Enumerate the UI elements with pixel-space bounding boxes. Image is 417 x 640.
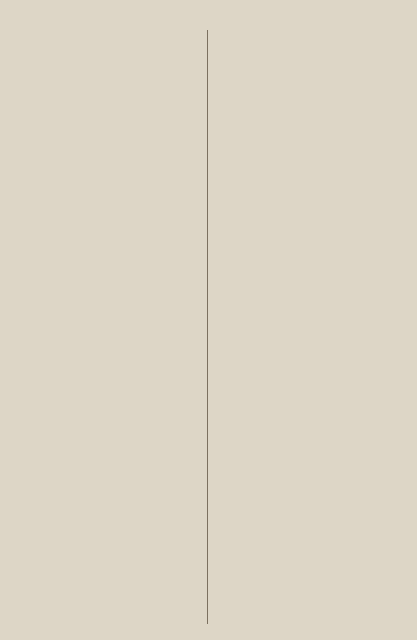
left-text-column bbox=[14, 32, 202, 622]
column-divider bbox=[207, 30, 208, 624]
right-text-column bbox=[214, 32, 403, 622]
